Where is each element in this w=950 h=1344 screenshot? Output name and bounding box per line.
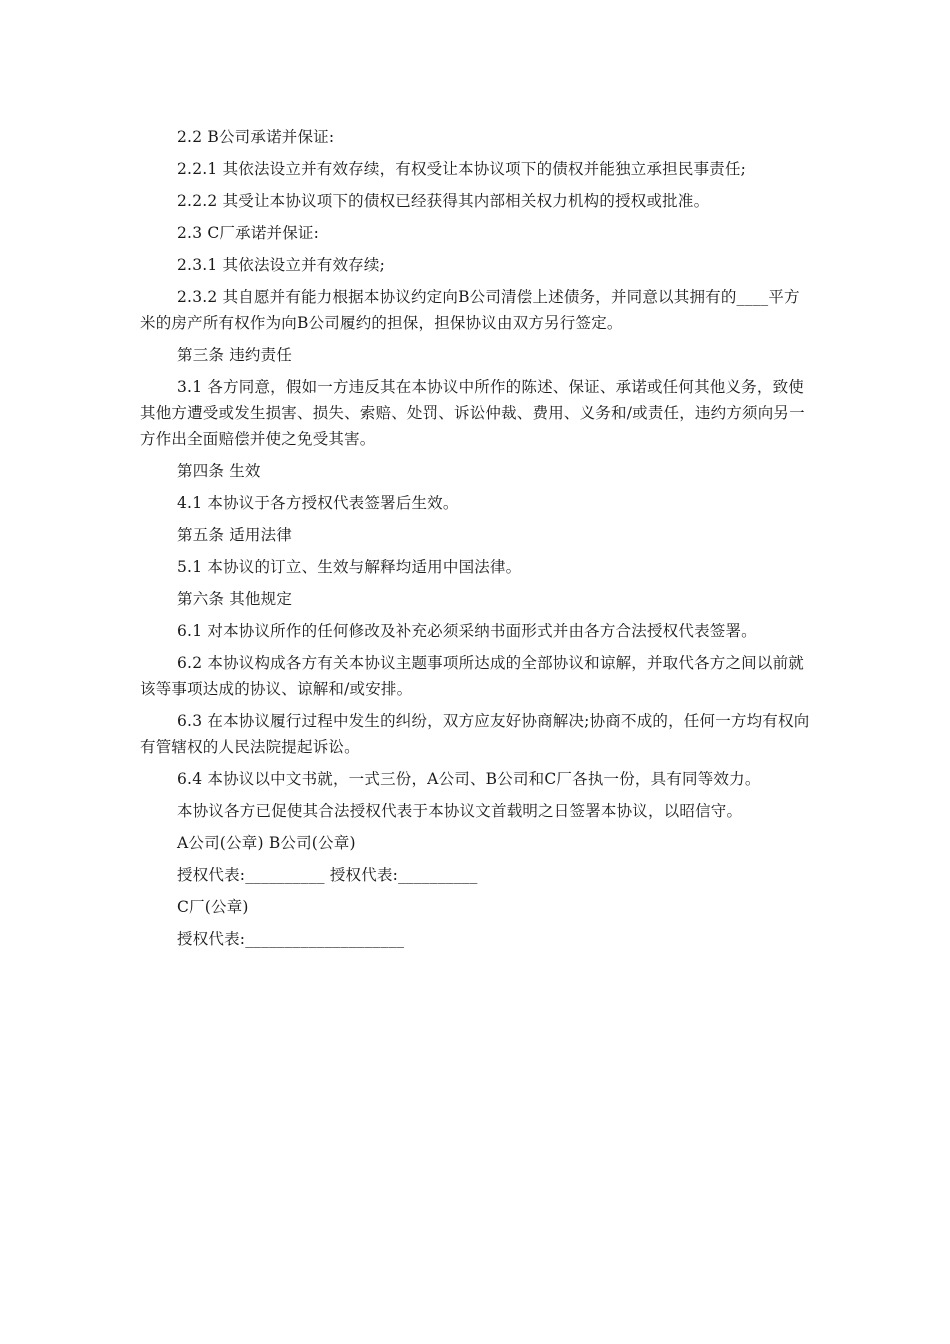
clause-2-3: 2.3 C厂承诺并保证:: [177, 224, 320, 242]
factory-seal-line: C厂(公章): [177, 898, 249, 916]
clause-2-3-2: 2.3.2 其自愿并有能力根据本协议约定向B公司清偿上述债务，并同意以其拥有的____平方米的房产所有权作为向B公司履约的担保，担保协议由双方另行签定。: [140, 288, 800, 332]
representative-signature-line: 授权代表:__________ 授权代表:__________: [177, 866, 478, 884]
clause-3-1: 3.1 各方同意，假如一方违反其在本协议中所作的陈述、保证、承诺或任何其他义务，致使其他方遭受或发生损害、损失、索赔、处罚、诉讼仲裁、费用、义务和/或责任，违约方须向另一方作出全面赔偿并使之免受其害。: [140, 378, 805, 448]
clause-6-4: 6.4 本协议以中文书就，一式三份，A公司、B公司和C厂各执一份，具有同等效力。: [177, 770, 761, 788]
article-5-heading: 第五条 适用法律: [177, 526, 293, 544]
clause-2-3-1: 2.3.1 其依法设立并有效存续;: [177, 256, 385, 274]
clause-2-2-2: 2.2.2 其受让本协议项下的债权已经获得其内部相关权力机构的授权或批准。: [177, 192, 710, 210]
article-4-heading: 第四条 生效: [177, 462, 261, 480]
clause-6-3: 6.3 在本协议履行过程中发生的纠纷，双方应友好协商解决;协商不成的，任何一方均有权向有管辖权的人民法院提起诉讼。: [140, 712, 810, 756]
clause-2-2: 2.2 B公司承诺并保证:: [177, 128, 335, 146]
factory-representative-line: 授权代表:____________________: [177, 930, 405, 948]
document-body: [140, 124, 812, 952]
clause-5-1: 5.1 本协议的订立、生效与解释均适用中国法律。: [177, 558, 522, 576]
clause-2-2-1: 2.2.1 其依法设立并有效存续，有权受让本协议项下的债权并能独立承担民事责任;: [177, 160, 747, 178]
company-seals-line: A公司(公章) B公司(公章): [177, 834, 356, 852]
article-3-heading: 第三条 违约责任: [177, 346, 293, 364]
closing-statement: 本协议各方已促使其合法授权代表于本协议文首载明之日签署本协议，以昭信守。: [177, 802, 743, 820]
clause-6-2: 6.2 本协议构成各方有关本协议主题事项所达成的全部协议和谅解，并取代各方之间以前就该等事项达成的协议、谅解和/或安排。: [140, 654, 804, 698]
clause-6-1: 6.1 对本协议所作的任何修改及补充必须采纳书面形式并由各方合法授权代表签署。: [177, 622, 757, 640]
clause-4-1: 4.1 本协议于各方授权代表签署后生效。: [177, 494, 459, 512]
article-6-heading: 第六条 其他规定: [177, 590, 293, 608]
